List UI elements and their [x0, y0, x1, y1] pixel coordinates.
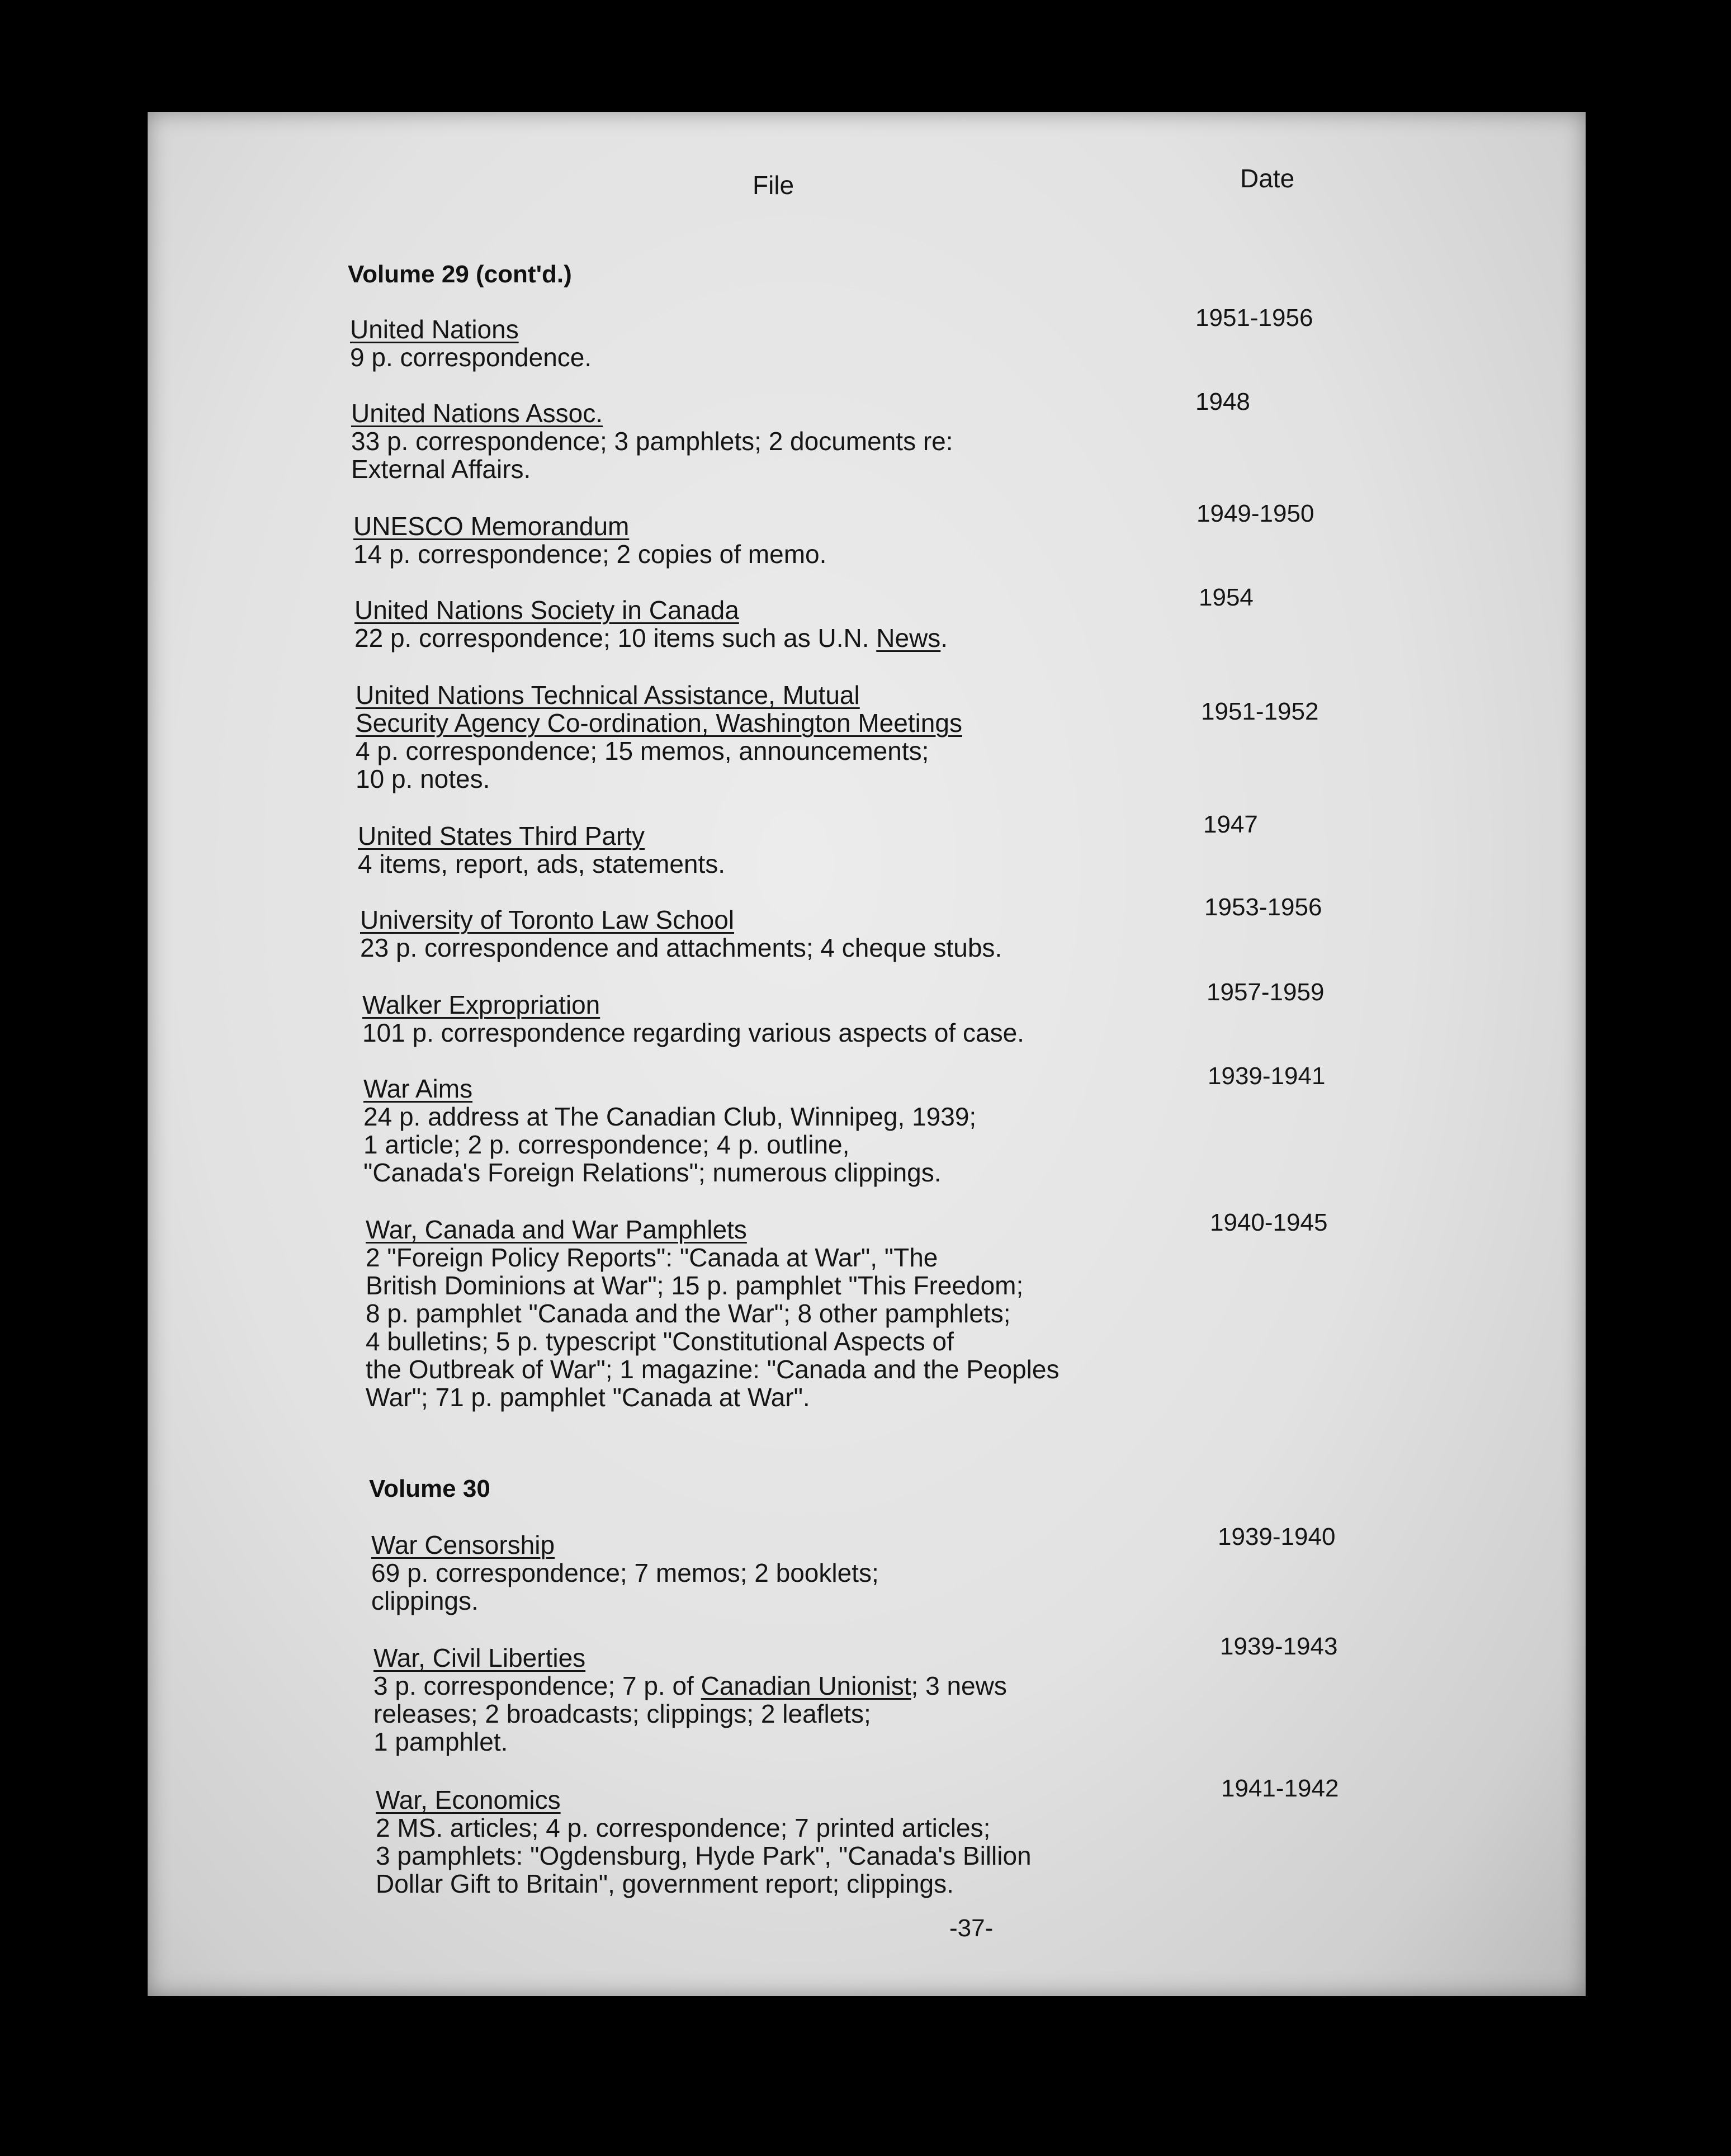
list-item: [148, 1523, 1586, 1615]
file-title: War Censorship: [371, 1530, 555, 1559]
file-description: 69 p. correspondence; 7 memos; 2 booklets; clippings.: [371, 1558, 879, 1615]
file-date: 1940-1945: [1210, 1209, 1328, 1236]
file-title: Walker Expropriation: [362, 990, 600, 1019]
file-title: United States Third Party: [358, 821, 645, 850]
file-date: 1953-1956: [1204, 893, 1322, 921]
list-item: [148, 304, 1586, 372]
list-item: [148, 1062, 1586, 1187]
file-date: 1939-1940: [1218, 1523, 1336, 1550]
file-description: 9 p. correspondence.: [350, 343, 592, 372]
file-description: 14 p. correspondence; 2 copies of memo.: [353, 540, 827, 569]
file-description: 24 p. address at The Canadian Club, Winnipeg, 1939; 1 article; 2 p. correspondence; 4 p. outline, "Canada's Foreign Relations"; numerous clippings.: [363, 1102, 977, 1187]
list-item: [148, 811, 1586, 878]
file-date: 1948: [1195, 388, 1250, 415]
file-title: University of Toronto Law School: [360, 905, 735, 934]
file-title: War, Canada and War Pamphlets: [366, 1215, 747, 1244]
file-title: United Nations Technical Assistance, Mutual: [356, 680, 860, 710]
file-description: 23 p. correspondence and attachments; 4 cheque stubs.: [360, 933, 1002, 962]
file-date: 1941-1942: [1221, 1775, 1339, 1802]
file-title: War, Civil Liberties: [373, 1643, 586, 1672]
volume-heading: Volume 30: [369, 1475, 490, 1502]
list-item: [148, 500, 1586, 569]
column-header-file: File: [753, 171, 794, 200]
description-text: ; 3 news releases; 2 broadcasts; clippings; 2 leaflets; 1 pamphlet.: [373, 1671, 1007, 1756]
file-description: 2 "Foreign Policy Reports": "Canada at War", "The British Dominions at War"; 15 p. pamphlet "This Freedom; 8 p. pamphlet "Canada and the War"; 8 other pamphlets; 4 bulletins; 5 p. typescript "Constitutional Aspects of the Outbreak of War"; 1 magazine: "Canada and the Peoples War"; 71 p. pamphlet "Canada at War".: [366, 1243, 1060, 1412]
volume-heading: Volume 29 (cont'd.): [348, 261, 572, 288]
file-date: 1939-1943: [1220, 1633, 1338, 1660]
file-title: UNESCO Memorandum: [353, 512, 630, 541]
file-description: [373, 1672, 1586, 1756]
file-description: 33 p. correspondence; 3 pamphlets; 2 documents re: External Affairs.: [351, 427, 953, 484]
publication-title: News: [876, 623, 941, 653]
file-title: United Nations Society in Canada: [354, 595, 739, 625]
list-item: [148, 388, 1586, 484]
list-item: [148, 681, 1586, 793]
file-date: 1939-1941: [1208, 1062, 1326, 1090]
description-text: .: [940, 623, 948, 653]
file-description: 4 p. correspondence; 15 memos, announcements; 10 p. notes.: [356, 736, 929, 793]
list-item: [148, 893, 1586, 962]
file-date: 1954: [1199, 584, 1254, 611]
column-header-date: Date: [1240, 164, 1295, 193]
file-date: 1947: [1203, 811, 1258, 838]
file-date: 1949-1950: [1196, 500, 1314, 527]
file-description: 4 items, report, ads, statements.: [358, 849, 726, 878]
file-title-continued: Security Agency Co-ordination, Washington Meetings: [356, 708, 962, 737]
file-description: 2 MS. articles; 4 p. correspondence; 7 printed articles; 3 pamphlets: "Ogdensburg, Hyde Park", "Canada's Billion Dollar Gift to Britain", government report; clippings.: [376, 1813, 1032, 1898]
list-item: [148, 1633, 1586, 1756]
description-text: 3 p. correspondence; 7 p. of: [373, 1671, 701, 1700]
list-item: [148, 584, 1586, 653]
file-date: 1951-1952: [1201, 698, 1319, 725]
file-description: [354, 624, 1586, 652]
file-title: United Nations: [350, 315, 519, 344]
file-title: War, Economics: [376, 1785, 561, 1814]
list-item: [148, 1775, 1586, 1898]
file-title: United Nations Assoc.: [351, 399, 603, 428]
file-date: 1951-1956: [1195, 304, 1313, 332]
file-date: 1957-1959: [1207, 978, 1325, 1006]
document-page: [148, 112, 1586, 1996]
file-description: 101 p. correspondence regarding various aspects of case.: [362, 1018, 1024, 1047]
publication-title: Canadian Unionist: [701, 1671, 911, 1700]
list-item: [148, 978, 1586, 1047]
file-title: War Aims: [363, 1074, 473, 1103]
description-text: 22 p. correspondence; 10 items such as U.N.: [354, 623, 877, 653]
list-item: [148, 1209, 1586, 1412]
page-number: -37-: [949, 1914, 994, 1942]
